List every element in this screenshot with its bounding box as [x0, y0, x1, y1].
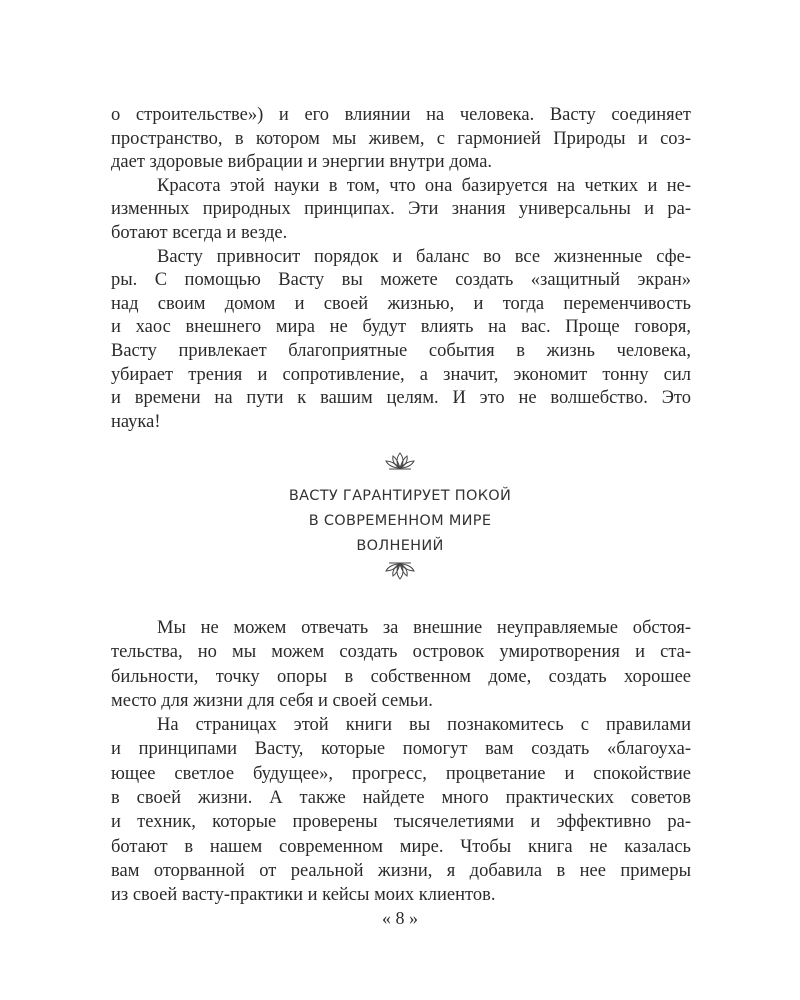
text-line: вам оторванной от реальной жизни, я добавила в нее примеры — [111, 860, 691, 881]
section-heading — [0, 484, 800, 559]
page-number: « 8 » — [382, 908, 418, 928]
lotus-ornament-icon — [383, 561, 417, 581]
text-line: и хаос внешнего мира не будут влиять на вас. Проще говоря, — [111, 317, 691, 338]
heading-line: ВАСТУ ГАРАНТИРУЕТ ПОКОЙ — [288, 488, 512, 504]
text-line: наука! — [111, 411, 161, 432]
text-line: ботают всегда и везде. — [111, 222, 288, 243]
text-line: Мы не можем отвечать за внешние неуправляемые обстоя- — [157, 618, 691, 638]
text-line: ры. С помощью Васту вы можете создать «защитный экран» — [111, 270, 691, 291]
text-line: убирает трения и сопротивление, а значит, экономит тонну сил — [111, 364, 691, 385]
text-line: над своим домом и своей жизнью, и тогда переменчивость — [111, 293, 691, 314]
text-line: ющее светлое будущее», прогресс, процветание и спокойствие — [111, 763, 691, 784]
text-line: Красота этой науки в том, что она базируется на четких и не- — [157, 175, 691, 196]
text-line: бильности, точку опоры в собственном доме, создать хорошее — [111, 666, 691, 687]
heading-line: В СОВРЕМЕННОМ МИРЕ — [308, 513, 492, 529]
text-line: тельства, но мы можем создать островок умиротворения и ста- — [111, 642, 691, 663]
text-line: На страницах этой книги вы познакомитесь с правилами — [157, 715, 691, 736]
text-line: и времени на пути к вашим целям. И это не волшебство. Это — [111, 388, 691, 409]
text-line: в своей жизни. А также найдете много практических советов — [111, 788, 691, 809]
text-line: о строительстве») и его влиянии на человека. Васту соединяет — [111, 105, 691, 125]
text-line: место для жизни для себя и своей семьи. — [111, 690, 433, 711]
text-line: Васту привносит порядок и баланс во все жизненные сфе- — [157, 246, 691, 267]
text-line: и техник, которые проверены тысячелетиями и эффективно ра- — [111, 812, 691, 833]
text-line: пространство, в котором мы живем, с гармонией Природы и соз- — [111, 128, 691, 149]
text-line: Васту привлекает благоприятные события в жизнь человека, — [111, 340, 691, 361]
text-line: из своей васту-практики и кейсы моих клиентов. — [111, 885, 496, 906]
text-line: дает здоровые вибрации и энергии внутри дома. — [111, 152, 493, 173]
lotus-ornament-icon — [383, 451, 417, 471]
text-line: и принципами Васту, которые помогут вам создать «благоуха- — [111, 739, 691, 760]
body-text-section-2 — [111, 616, 691, 908]
text-line: изменных природных принципах. Эти знания универсальны и ра- — [111, 199, 691, 220]
body-text-section-1 — [111, 104, 691, 434]
heading-line: ВОЛНЕНИЙ — [356, 538, 444, 554]
text-line: ботают в нашем современном мире. Чтобы книга не казалась — [111, 836, 691, 857]
